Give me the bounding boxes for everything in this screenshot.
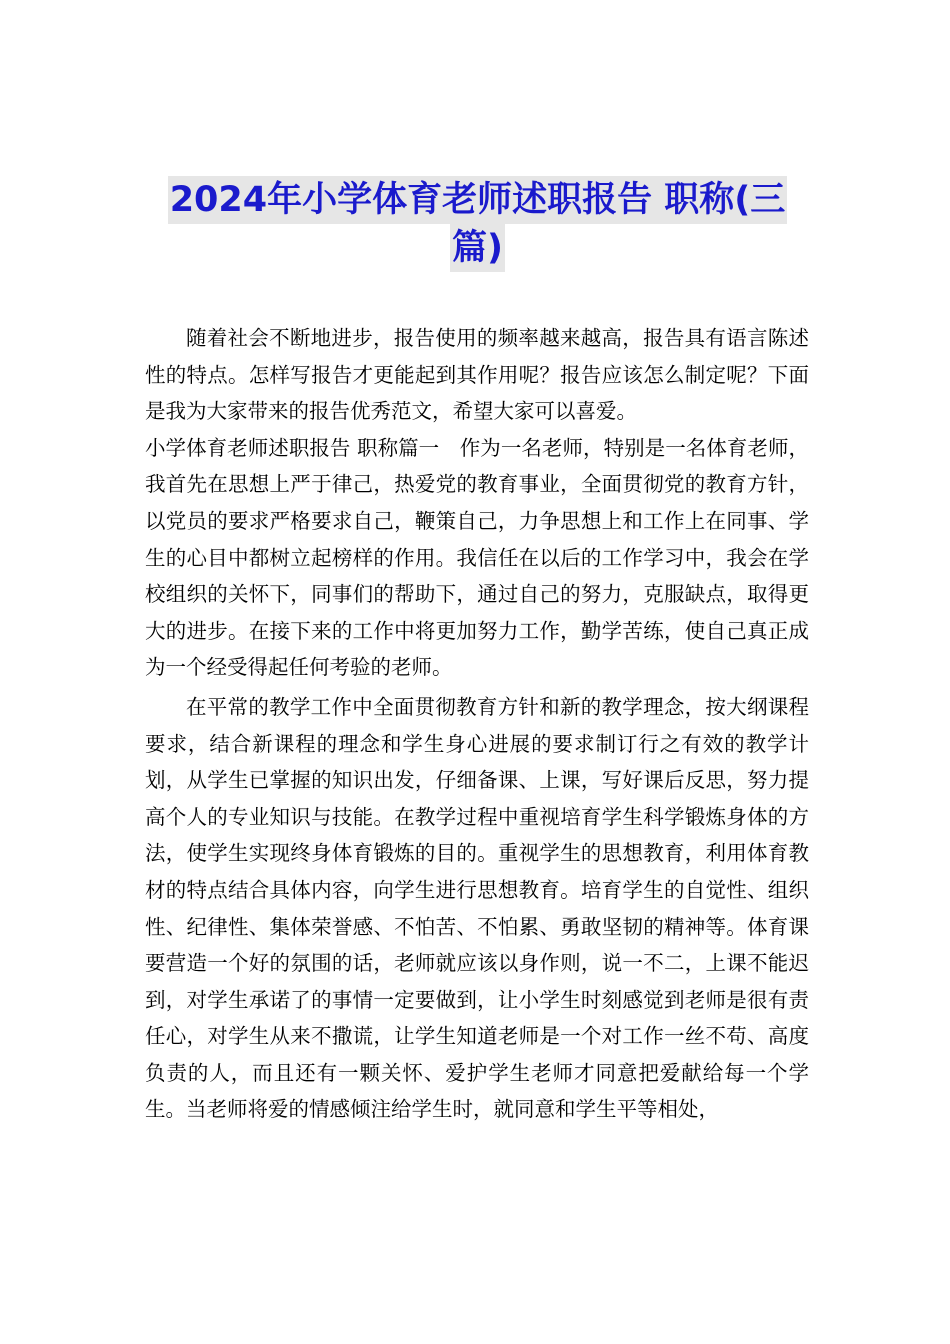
paragraph-section-one: 小学体育老师述职报告 职称篇一 作为一名老师，特别是一名体育老师，我首先在思想上严于律己，热爱党的教育事业，全面贯彻党的教育方针，以党员的要求严格要求自己，鞭策自己，力争思想上和工作上在同事、学生的心目中都树立起榜样的作用。我信任在以后的工作学习中，我会在学校组织的关怀下，同事们的帮助下，通过自己的努力，克服缺点，取得更大的进步。在接下来的工作中将更加努力工作，勤学苦练，使自己真正成为一个经受得起任何考验的老师。: [145, 435, 809, 680]
title-line-1: 2024年小学体育老师述职报告 职称(三: [168, 176, 788, 224]
title-line-2: 篇): [450, 224, 505, 272]
paragraph-teaching-work: 在平常的教学工作中全面贯彻教育方针和新的教学理念，按大纲课程要求，结合新课程的理念和学生身心进展的要求制订行之有效的教学计划，从学生已掌握的知识出发，仔细备课、上课，写好课后反思，努力提高个人的专业知识与技能。在教学过程中重视培育学生科学锻炼身体的方法，使学生实现终身体育锻炼的目的。重视学生的思想教育，利用体育教材的特点结合具体内容，向学生进行思想教育。培育学生的自觉性、组织性、纪律性、集体荣誉感、不怕苦、不怕累、勇敢坚韧的精神等。体育课要营造一个好的氛围的话，老师就应该以身作则，说一不二，上课不能迟到，对学生承诺了的事情一定要做到，让小学生时刻感觉到老师是很有责任心，对学生从来不撒谎，让学生知道老师是一个对工作一丝不苟、高度负责的人，而且还有一颗关怀、爱护学生老师才同意把爱献给每一个学生。当老师将爱的情感倾注给学生时，就同意和学生平等相处，: [145, 694, 809, 1122]
document-title: [145, 176, 810, 272]
document-body: [145, 320, 809, 1128]
paragraph-intro: 随着社会不断地进步，报告使用的频率越来越高，报告具有语言陈述性的特点。怎样写报告才更能起到其作用呢？报告应该怎么制定呢？下面是我为大家带来的报告优秀范文，希望大家可以喜爱。: [145, 326, 809, 424]
